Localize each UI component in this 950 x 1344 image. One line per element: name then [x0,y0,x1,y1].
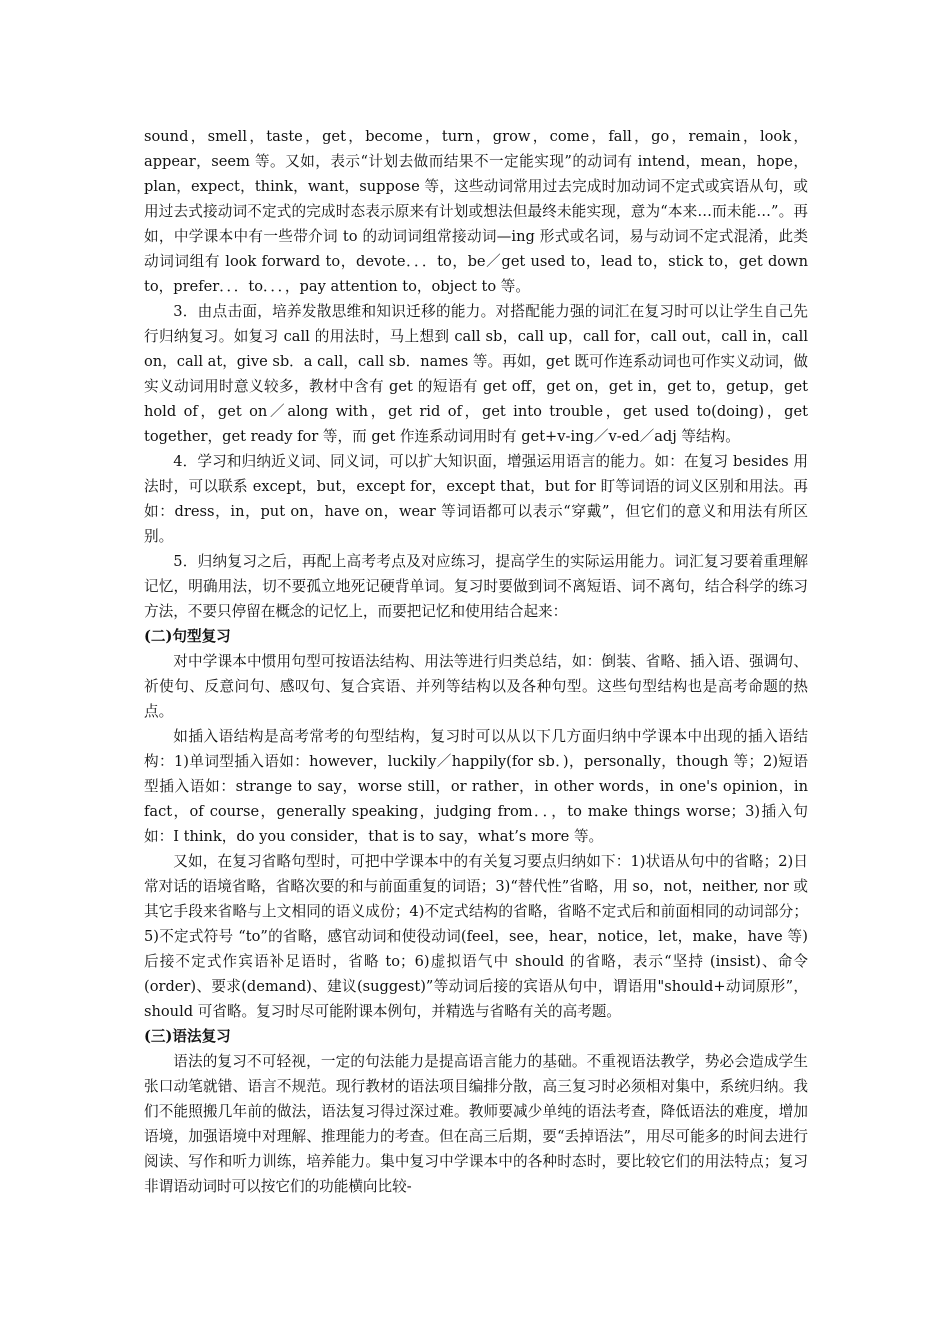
paragraph-grammar-review: 语法的复习不可轻视，一定的句法能力是提高语言能力的基础。不重视语法教学，势必会造成学生张口动笔就错、语言不规范。现行教材的语法项目编排分散，高三复习时必须相对集中，系统归纳。我们不能照搬几年前的做法，语法复习得过深过难。教师要减少单纯的语法考查，降低语法的难度，增加语境，加强语境中对理解、推理能力的考查。但在高三后期，要“丢掉语法”，用尽可能多的时间去进行阅读、写作和听力训练，培养能力。集中复习中学课本中的各种时态时，要比较它们的用法特点；复习非谓语动词时可以按它们的功能横向比较- [144,1053,808,1195]
paragraph-point-3: 3．由点击面，培养发散思维和知识迁移的能力。对搭配能力强的词汇在复习时可以让学生自己先行归纳复习。如复习 call 的用法时，马上想到 call sb，call up，call for，call out，call in，call on，call at，give sb．a call，call sb．names 等。再如，get 既可作连系动词也可作实义动词，做实义动词用时意义较多，教材中含有 get 的短语有 get off，get on，get in，get to，getup，get hold of，get on／along with，get rid of，get into trouble，get used to(doing)，get together，get ready for 等，而 get 作连系动词用时有 get+v-ing／v-ed／adj 等结构。 [144,303,808,445]
section-heading-sentence-patterns: (二)句型复习 [144,628,231,645]
paragraph-point-4: 4．学习和归纳近义词、同义词，可以扩大知识面，增强运用语言的能力。如：在复习 besides 用法时，可以联系 except，but，except for，except that，but for 盯等词语的词义区别和用法。再如：dress，in，put on，have on，wear 等词语都可以表示“穿戴”，但它们的意义和用法有所区别。 [144,453,808,545]
section-heading-grammar: (三)语法复习 [144,1028,231,1045]
paragraph-ellipsis: 又如，在复习省略句型时，可把中学课本中的有关复习要点归纳如下：1)状语从句中的省略；2)日常对话的语境省略，省略次要的和与前面重复的词语；3)“替代性”省略，用 so，not，neither, nor 或其它手段来省略与上文相同的语义成份；4)不定式结构的省略，省略不定式后和前面相同的动词部分；5)不定式符号 “to”的省略，感官动词和使役动词(feel，see，hear，notice，let，make，have 等) 后接不定式作宾语补足语时，省略 to；6)虚拟语气中 should 的省略，表示“坚持 (insist)、命令(order)、要求(demand)、建议(suggest)”等动词后接的宾语从句中，谓语用"should+动词原形”，should 可省略。复习时尽可能附课本例句，并精选与省略有关的高考题。 [144,853,808,1020]
paragraph-parenthesis: 如插入语结构是高考常考的句型结构，复习时可以从以下几方面归纳中学课本中出现的插入语结构：1)单词型插入语如：however，luckily／happily(for sb．)，personally，though 等；2)短语型插入语如：strange to say，worse still，or rather，in other words，in one's opinion，in fact，of course，generally speaking，judging from．．，to make things worse；3)插入句如：I think，do you consider，that is to say，what’s more 等。 [144,728,808,845]
paragraph-word-list: sound，smell，taste，get，become，turn，grow，come，fall，go，remain，look，appear，seem 等。又如，表示“计划去做而结果不一定能实现”的动词有 intend，mean，hope，plan，expect，think，want，suppose 等，这些动词常用过去完成时加动词不定式或宾语从句，或用过去式接动词不定式的完成时态表示原来有计划或想法但最终未能实现，意为“本来…而未能…”。再如，中学课本中有一些带介词 to 的动词词组常接动词—ing 形式或名词，易与动词不定式混淆，此类动词词组有 look forward to，devote．．．to，be／get used to，lead to，stick to，get down to，prefer．．．to．．．，pay attention to，object to 等。 [144,128,808,295]
paragraph-point-5: 5．归纳复习之后，再配上高考考点及对应练习，提高学生的实际运用能力。词汇复习要着重理解记忆，明确用法，切不要孤立地死记硬背单词。复习时要做到词不离短语、词不离句，结合科学的练习方法，不要只停留在概念的记忆上，而要把记忆和使用结合起来： [144,553,808,620]
document-page [144,124,808,1199]
paragraph-sentence-patterns-intro: 对中学课本中惯用句型可按语法结构、用法等进行归类总结，如：倒装、省略、插入语、强调句、祈使句、反意问句、感叹句、复合宾语、并列等结构以及各种句型。这些句型结构也是高考命题的热点。 [144,653,808,720]
